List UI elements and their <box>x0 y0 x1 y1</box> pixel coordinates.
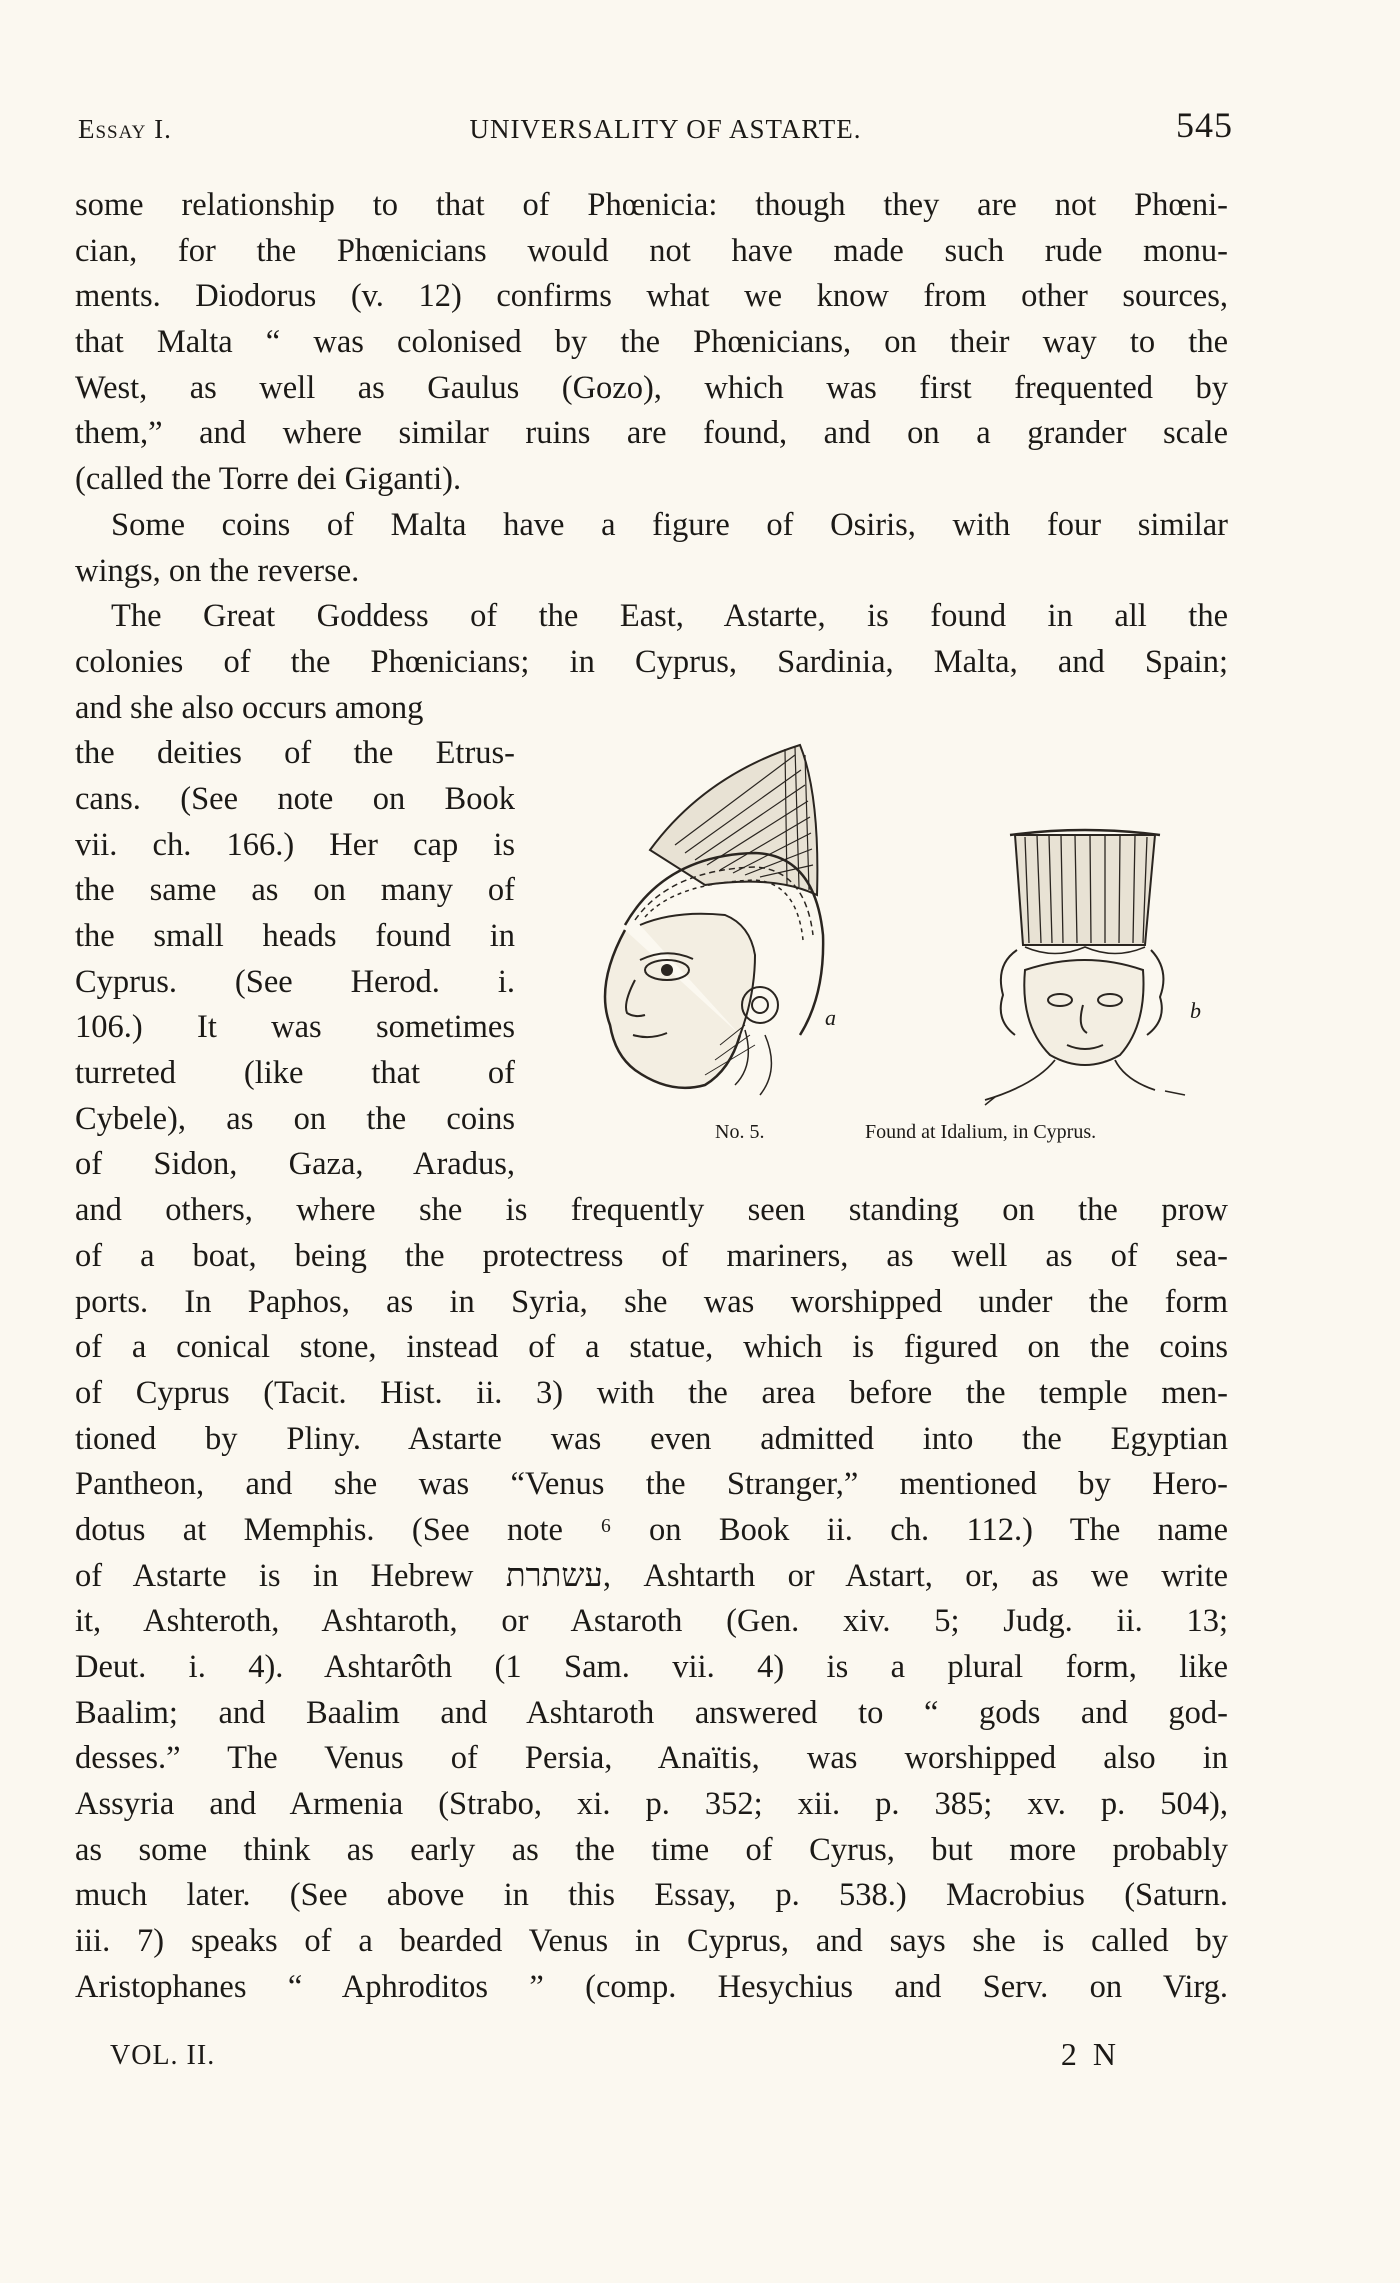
text-line: the deities of the Etrus- <box>75 735 515 772</box>
signature-mark: 2 N <box>1060 2036 1120 2072</box>
volume-label: VOL. II. <box>110 2040 216 2071</box>
figure-number: No. 5. <box>715 1121 765 1143</box>
text-line: 106.) It was sometimes <box>75 1009 515 1046</box>
text-line: Aristophanes “ Aphroditos ” (comp. Hesychius and Serv. on Virg. <box>75 1968 1228 2005</box>
text-line: some relationship to that of Phœnicia: though they are not Phœni- <box>75 187 1228 223</box>
text-line: that Malta “ was colonised by the Phœnicians, on their way to the <box>75 324 1228 361</box>
text-line: vii. ch. 166.) Her cap is <box>75 826 515 863</box>
text-line: Cyprus. (See Herod. i. <box>75 963 515 1000</box>
text-line: Some coins of Malta have a figure of Osiris, with four similar <box>111 506 1228 543</box>
text-line: as some think as early as the time of Cyrus, but more probably <box>75 1831 1228 1868</box>
text-line: wings, on the reverse. <box>75 552 360 589</box>
text-line: dotus at Memphis. (See note ⁶ on Book ii. ch. 112.) The name <box>75 1511 1228 1548</box>
text-line: of Cyprus (Tacit. Hist. ii. 3) with the area before the temple men- <box>75 1374 1228 1411</box>
text-line: ments. Diodorus (v. 12) confirms what we know from other sources, <box>75 278 1228 315</box>
header-essay-label: Essay I. <box>78 114 172 144</box>
text-line: Cybele), as on the coins <box>75 1100 515 1137</box>
text-line: of Sidon, Gaza, Aradus, <box>75 1146 515 1183</box>
text-line: Assyria and Armenia (Strabo, xi. p. 352; xii. p. 385; xv. p. 504), <box>75 1786 1228 1823</box>
text-line: them,” and where similar ruins are found, and on a grander scale <box>75 415 1228 452</box>
text-line: the same as on many of <box>75 872 515 909</box>
text-line: Baalim; and Baalim and Ashtaroth answered to “ gods and god- <box>75 1694 1228 1731</box>
text-line: cian, for the Phœnicians would not have made such rude monu- <box>75 232 1228 269</box>
text-line: of a boat, being the protectress of mariners, as well as of sea- <box>75 1237 1228 1274</box>
running-header <box>78 104 1233 144</box>
text-line: tioned by Pliny. Astarte was even admitted into the Egyptian <box>75 1420 1228 1457</box>
header-title: UNIVERSALITY OF ASTARTE. <box>469 114 862 144</box>
text-line: West, as well as Gaulus (Gozo), which was first frequented by <box>75 369 1228 406</box>
text-line: desses.” The Venus of Persia, Anaïtis, was worshipped also in <box>75 1740 1228 1777</box>
text-line: much later. (See above in this Essay, p. 538.) Macrobius (Saturn. <box>75 1877 1228 1914</box>
text-line: the small heads found in <box>75 918 515 954</box>
text-line: ports. In Paphos, as in Syria, she was worshipped under the form <box>75 1283 1228 1320</box>
page-footer <box>110 2036 1120 2080</box>
figure-astarte-heads <box>555 735 1235 1155</box>
text-line: of a conical stone, instead of a statue, which is figured on the coins <box>75 1329 1228 1366</box>
text-line: of Astarte is in Hebrew עשתרת, Ashtarth or Astart, or, as we write <box>75 1557 1228 1594</box>
text-line: cans. (See note on Book <box>75 780 515 817</box>
text-line: colonies of the Phœnicians; in Cyprus, Sardinia, Malta, and Spain; <box>75 643 1228 680</box>
text-line: Deut. i. 4). Ashtarôth (1 Sam. vii. 4) is a plural form, like <box>75 1649 1228 1685</box>
figure-label-a: a <box>825 1005 836 1030</box>
head-a-illustration <box>605 745 823 1095</box>
text-line: iii. 7) speaks of a bearded Venus in Cyprus, and says she is called by <box>75 1923 1228 1960</box>
text-line: and others, where she is frequently seen standing on the prow <box>75 1192 1228 1229</box>
figure-label-b: b <box>1190 998 1201 1023</box>
text-line: The Great Goddess of the East, Astarte, is found in all the <box>111 598 1228 635</box>
text-line: Pantheon, and she was “Venus the Stranger,” mentioned by Hero- <box>75 1466 1228 1503</box>
text-line: it, Ashteroth, Ashtaroth, or Astaroth (Gen. xiv. 5; Judg. ii. 13; <box>75 1603 1228 1640</box>
text-line: (called the Torre dei Giganti). <box>75 461 462 498</box>
figure-illustration <box>555 735 1235 1115</box>
text-line: and she also occurs among <box>75 689 424 726</box>
figure-caption: Found at Idalium, in Cyprus. <box>865 1121 1097 1143</box>
text-line: turreted (like that of <box>75 1055 515 1092</box>
head-b-illustration <box>985 830 1185 1105</box>
page-number: 545 <box>1176 105 1233 145</box>
